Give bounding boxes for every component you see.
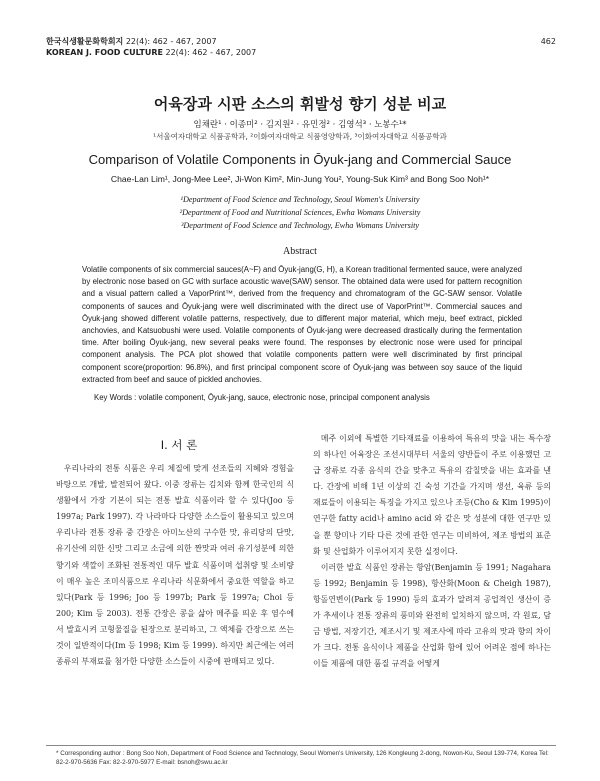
affiliation-english-2: ²Department of Food and Nutritional Sciences, Ewha Womans University <box>179 208 421 217</box>
journal-issue-kr: 22(4): 462 - 467, 2007 <box>125 37 217 46</box>
journal-header <box>46 36 256 58</box>
affiliations-korean: ¹서울여자대학교 식품공학과, ²이화여자대학교 식품영양학과, ³이화여자대학교 식품공학과 <box>153 132 447 141</box>
authors-korean: 임채란¹ · 이종미² · 김지원² · 유민정² · 김영석³ · 노봉수¹* <box>193 120 407 130</box>
abstract-heading: Abstract <box>283 246 317 257</box>
title-english: Comparison of Volatile Components in Ōyuk-jang and Commercial Sauce <box>88 152 512 167</box>
right-paragraph-2: 이러한 발효 식품인 장류는 항암(Benjamin 등 1991; Nagahara 등 1992; Benjamin 등 1998), 항산화(Moon & Cheigh 1987), 항돌연변이(Park 등 1990) 등의 효과가 알려져 공업적인 생산이 증가 추세이나 전통 장류의 풍미와 완전히 일치하지 않으며, 각 원료, 담금 방법, 저장기간, 제조시기 및 제조사에 따라 고유의 맛과 향의 차이가 크다. 전통 음식이나 제품을 산업화 함에 있어 어려운 점에 하나는 이들 제품에 대한 품질 규격을 어떻게 <box>313 562 551 669</box>
section-heading-introduction: Ⅰ. 서 론 <box>160 438 198 452</box>
footnote-divider <box>46 745 556 746</box>
abstract-text: Volatile components of six commercial sauces(A~F) and Ōyuk-jang(G, H), a Korean traditional fermented sauce, were analyzed by electronic nose based on GC with surface acoustic wave(SAW) sensor. The obtained data were used for pattern recognition and a visual pattern called a VaporPrint™, derived from the frequency and chromatogram of the GC-SAW sensor. Volatile components of sauces and Ōyuk-jang were well discriminated with the direct use of VaporPrint™. Commercial sauces and Ōyuk-jang showed different volatile patterns, respectively, due to different major material, which meju, beef extract, pickled anchovies, and Katsuobushi were used. Volatile components of Ōyuk-jang were decreased drastically during the fermentation time. After boiling Ōyuk-jang, new several peaks were found. The responses by electronic nose were used for principal component analysis. The PCA plot showed that volatile components pattern were well discriminated by first principal component score(proportion: 96.8%), and first principal component score of Ōyuk-jang was between soy sauce of the liquid extracted from beef and sauce of pickled anchovies. <box>82 265 522 384</box>
left-column <box>56 461 294 670</box>
journal-name-kr: 한국식생활문화학회지 <box>46 37 124 46</box>
right-column <box>313 431 551 672</box>
authors-english: Chae-Lan Lim¹, Jong-Mee Lee², Ji-Won Kim², Min-Jung You², Young-Suk Kim³ and Bong Soo Noh¹* <box>110 174 490 184</box>
abstract-body <box>82 264 522 386</box>
journal-issue-en: 22(4): 462 - 467, 2007 <box>165 48 257 57</box>
affiliation-english-1: ¹Department of Food Science and Technology, Seoul Women's University <box>180 195 420 204</box>
footnote-corresponding-author: * Corresponding author : Bong Soo Noh, Department of Food Science and Technology, Seoul Women's University, 126 Kongleung 2-dong, Nowon-Ku, Seoul 139-774, Korea Tel: 82-2-970-5636 Fax: 82-2-970-5977 E-mail: bsnoh@swu.ac.kr <box>56 750 549 766</box>
right-paragraph-1: 메주 이외에 특별한 기타재료를 이용하여 특유의 맛을 내는 특수장의 하나인 어육장은 조선시대부터 서울의 양반들이 주로 이용했던 고급 장류로 각종 음식의 간을 맞추고 특유의 감칠맛을 내는 효과를 낸다. 간장에 비해 1년 이상의 긴 숙성 기간을 가지며 생선, 육류 등의 재료들이 이용되는 특징을 가지고 있으나 조등(Cho & Kim 1995)이 연구한 fatty acid나 amino acid 와 같은 맛 성분에 대한 연구만 있을 뿐 향미나 기타 다른 것에 관한 연구는 미비하여, 제조 방법의 표준화 및 산업화가 이루어지지 못한 실정이다. <box>313 434 551 556</box>
page-number: 462 <box>540 37 556 46</box>
title-korean: 어육장과 시판 소스의 휘발성 향기 성분 비교 <box>153 95 447 113</box>
left-paragraph-1: 우리나라의 전통 식품은 우리 체질에 맞게 선조들의 지혜와 경험을 바탕으로 개발, 발전되어 왔다. 이중 장류는 김치와 함께 한국인의 식생활에서 가장 기본이 되는 전통 발효 식품이라 할 수 있다(Joo 등 1997a; Park 1997). 각 나라마다 다양한 소스들이 활용되고 있으며 우리나라 전통 장류 중 간장은 아미노산의 구수한 맛, 유리당의 단맛, 유기산에 의한 신맛 그리고 소금에 의한 짠맛과 여러 유기성분에 의한 향기와 색깔이 조화된 전통적인 대두 발효 식품이며 섭취량 및 소비량이 매우 높은 조미식품으로 우리나라 식문화에서 중요한 역할을 하고 있다(Park 등 1996; Joo 등 1997b; Park 등 1997a; Choi 등 200; Kim 등 2003). 전통 간장은 콩을 삶아 메주를 띄운 후 염수에서 발효시켜 고형물질을 된장으로 분리하고, 그 액체를 간장으로 쓰는 것이 일반적이다(Im 등 1998; Kim 등 1999). 하지만 최근에는 여러 종류의 부재료를 첨가한 다양한 소스들이 시중에 판매되고 있다. <box>56 464 294 667</box>
affiliation-english-3: ³Department of Food Science and Technology, Ewha Womans University <box>180 221 420 230</box>
journal-name-en: KOREAN J. FOOD CULTURE <box>46 48 163 57</box>
keywords: Key Words : volatile component, Ōyuk-jang, sauce, electronic nose, principal component analysis <box>94 393 430 402</box>
